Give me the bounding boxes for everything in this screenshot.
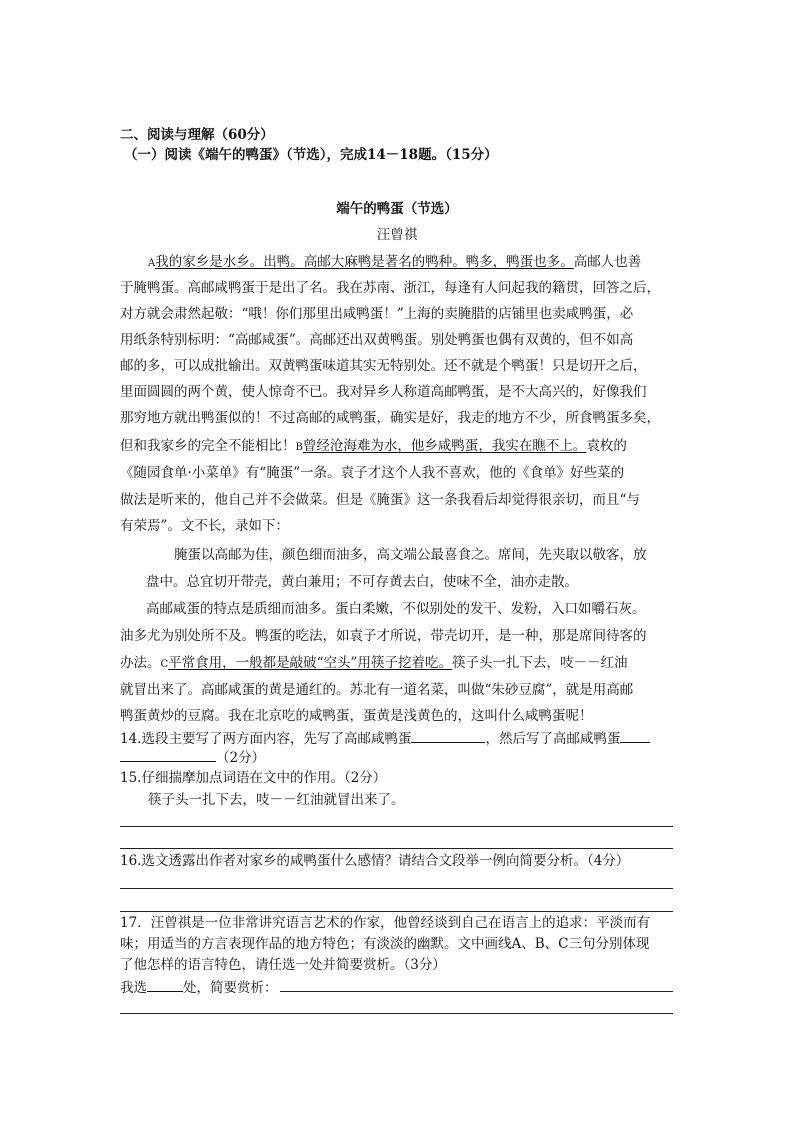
question-16: 16.选文透露出作者对家乡的咸鸭蛋什么感情？请结合文段举一例向简要分析。（4分） xyxy=(120,853,630,869)
paragraph-line: 高邮咸蛋的特点是质细而油多。蛋白柔嫩，不似别处的发干、发粉，入口如嚼石灰。 xyxy=(146,601,646,617)
paragraph-line: 《随园食单·小菜单》有“腌蛋”一条。袁子才这个人我不喜欢，他的《食单》好些菜的 xyxy=(120,465,625,481)
line-start: 办法。 xyxy=(120,655,161,671)
paragraph-line: 就冒出来了。高邮咸蛋的黄是通红的。苏北有一道名菜，叫做“朱砂豆腐”，就是用高邮 xyxy=(120,682,634,698)
answer-blank[interactable] xyxy=(120,747,216,762)
paragraph-line xyxy=(120,437,627,457)
question-14-score: （2分） xyxy=(216,750,266,766)
choice-suffix: 处，简要赏析： xyxy=(183,980,278,996)
answer-line[interactable] xyxy=(120,848,673,849)
paragraph-line: 油多尤为别处所不及。鸭蛋的吃法，如袁子才所说，带壳切开，是一种，那是席间待客的 xyxy=(120,628,647,644)
question-14-text-2: ，然后写了高邮咸鸭蛋 xyxy=(485,731,621,747)
question-17-answer-row xyxy=(120,977,278,997)
answer-blank[interactable] xyxy=(620,728,650,743)
underlined-sentence-b: 曾经沧海难为水，他乡咸鸭蛋，我实在瞧不上。 xyxy=(302,438,587,454)
question-14 xyxy=(120,728,650,748)
paragraph-line: 用纸条特别标明：“高邮咸蛋”。高邮还出双黄鸭蛋。别处鸭蛋也偶有双黄的，但不如高 xyxy=(120,332,634,348)
choice-prefix: 我选 xyxy=(120,980,147,996)
line-rest: 高邮人也善 xyxy=(573,254,642,270)
question-17-line: 了他怎样的语言特色，请任选一处并简要赏析。（3分） xyxy=(120,957,446,973)
answer-line[interactable] xyxy=(120,911,673,912)
paragraph-line xyxy=(120,654,627,674)
answer-line[interactable] xyxy=(280,991,673,992)
section-title: 二、阅读与理解（60分） xyxy=(120,127,274,143)
answer-line[interactable] xyxy=(120,826,673,827)
paragraph-line: 对方就会肃然起敬：“哦！你们那里出咸鸭蛋！”上海的卖腌腊的店铺里也卖咸鸭蛋，必 xyxy=(120,306,634,322)
answer-line[interactable] xyxy=(120,888,673,889)
line-end: 筷子头一扎下去，吱－－红油 xyxy=(451,655,628,671)
answer-line[interactable] xyxy=(120,1013,673,1014)
part-title: （一）阅读《端午的鸭蛋》（节选），完成14－18题。（15分） xyxy=(124,147,498,163)
question-17-line: 味；用适当的方言表现作品的地方特色；有淡淡的幽默。文中画线A、B、C三句分别体现 xyxy=(120,936,650,952)
marker-c: C xyxy=(160,659,169,670)
paragraph-line: 鸭蛋黄炒的豆腐。我在北京吃的咸鸭蛋，蛋黄是浅黄色的，这叫什么咸鸭蛋呢！ xyxy=(120,708,593,724)
quote-line: 腌蛋以高邮为佳，颜色细而油多，高文端公最喜食之。席间，先夹取以敬客，放 xyxy=(174,547,647,563)
paragraph-line: 里面圆圆的两个黄，使人惊奇不已。我对异乡人称道高邮鸭蛋，是不大高兴的，好像我们 xyxy=(120,384,647,400)
line-start: 但和我家乡的完全不能相比！ xyxy=(120,438,296,454)
question-15-quote: 筷子头一扎下去，吱－－红油就冒出来了。 xyxy=(148,792,405,808)
article-author: 汪曾祺 xyxy=(376,227,418,243)
paragraph-line: 邮的多，可以成批输出。双黄鸭蛋味道其实无特别处。还不就是个鸭蛋！只是切开之后， xyxy=(120,358,647,374)
paragraph-line: 做法是听来的，他自己并不会做菜。但是《腌蛋》这一条我看后却觉得很亲切，而且“与 xyxy=(120,492,640,508)
paragraph-line: 有荣焉”。文不长，录如下： xyxy=(120,518,289,534)
underlined-sentence-c: 平常食用，一般都是敲破“空头”用筷子挖着吃。 xyxy=(168,655,452,671)
underlined-sentence-a: 我的家乡是水乡。出鸭。高邮大麻鸭是著名的鸭种。鸭多，鸭蛋也多。 xyxy=(155,254,574,270)
question-14-cont xyxy=(120,747,265,767)
article-title: 端午的鸭蛋（节选） xyxy=(336,201,458,217)
marker-b: B xyxy=(295,442,303,453)
marker-a: A xyxy=(148,258,156,269)
quote-line: 盘中。总宜切开带壳，黄白兼用；不可存黄去白，使味不全，油亦走散。 xyxy=(146,574,578,590)
choice-blank[interactable] xyxy=(147,977,183,992)
paragraph-line xyxy=(148,253,641,273)
question-17-line: 17．汪曾祺是一位非常讲究语言艺术的作家，他曾经谈到自己在语言上的追求：平淡而有 xyxy=(120,915,651,931)
answer-blank[interactable] xyxy=(411,728,485,743)
paragraph-line: 于腌鸭蛋。高邮咸鸭蛋于是出了名。我在苏南、浙江，每逢有人问起我的籍贯，回答之后， xyxy=(120,280,660,296)
question-15: 15.仔细揣摩加点词语在文中的作用。（2分） xyxy=(120,770,387,786)
paragraph-line: 那穷地方就出鸭蛋似的！不过高邮的咸鸭蛋，确实是好，我走的地方不少，所食鸭蛋多矣， xyxy=(120,410,660,426)
question-14-text: 14.选段主要写了两方面内容，先写了高邮咸鸭蛋 xyxy=(120,731,412,747)
line-end: 袁枚的 xyxy=(586,438,627,454)
